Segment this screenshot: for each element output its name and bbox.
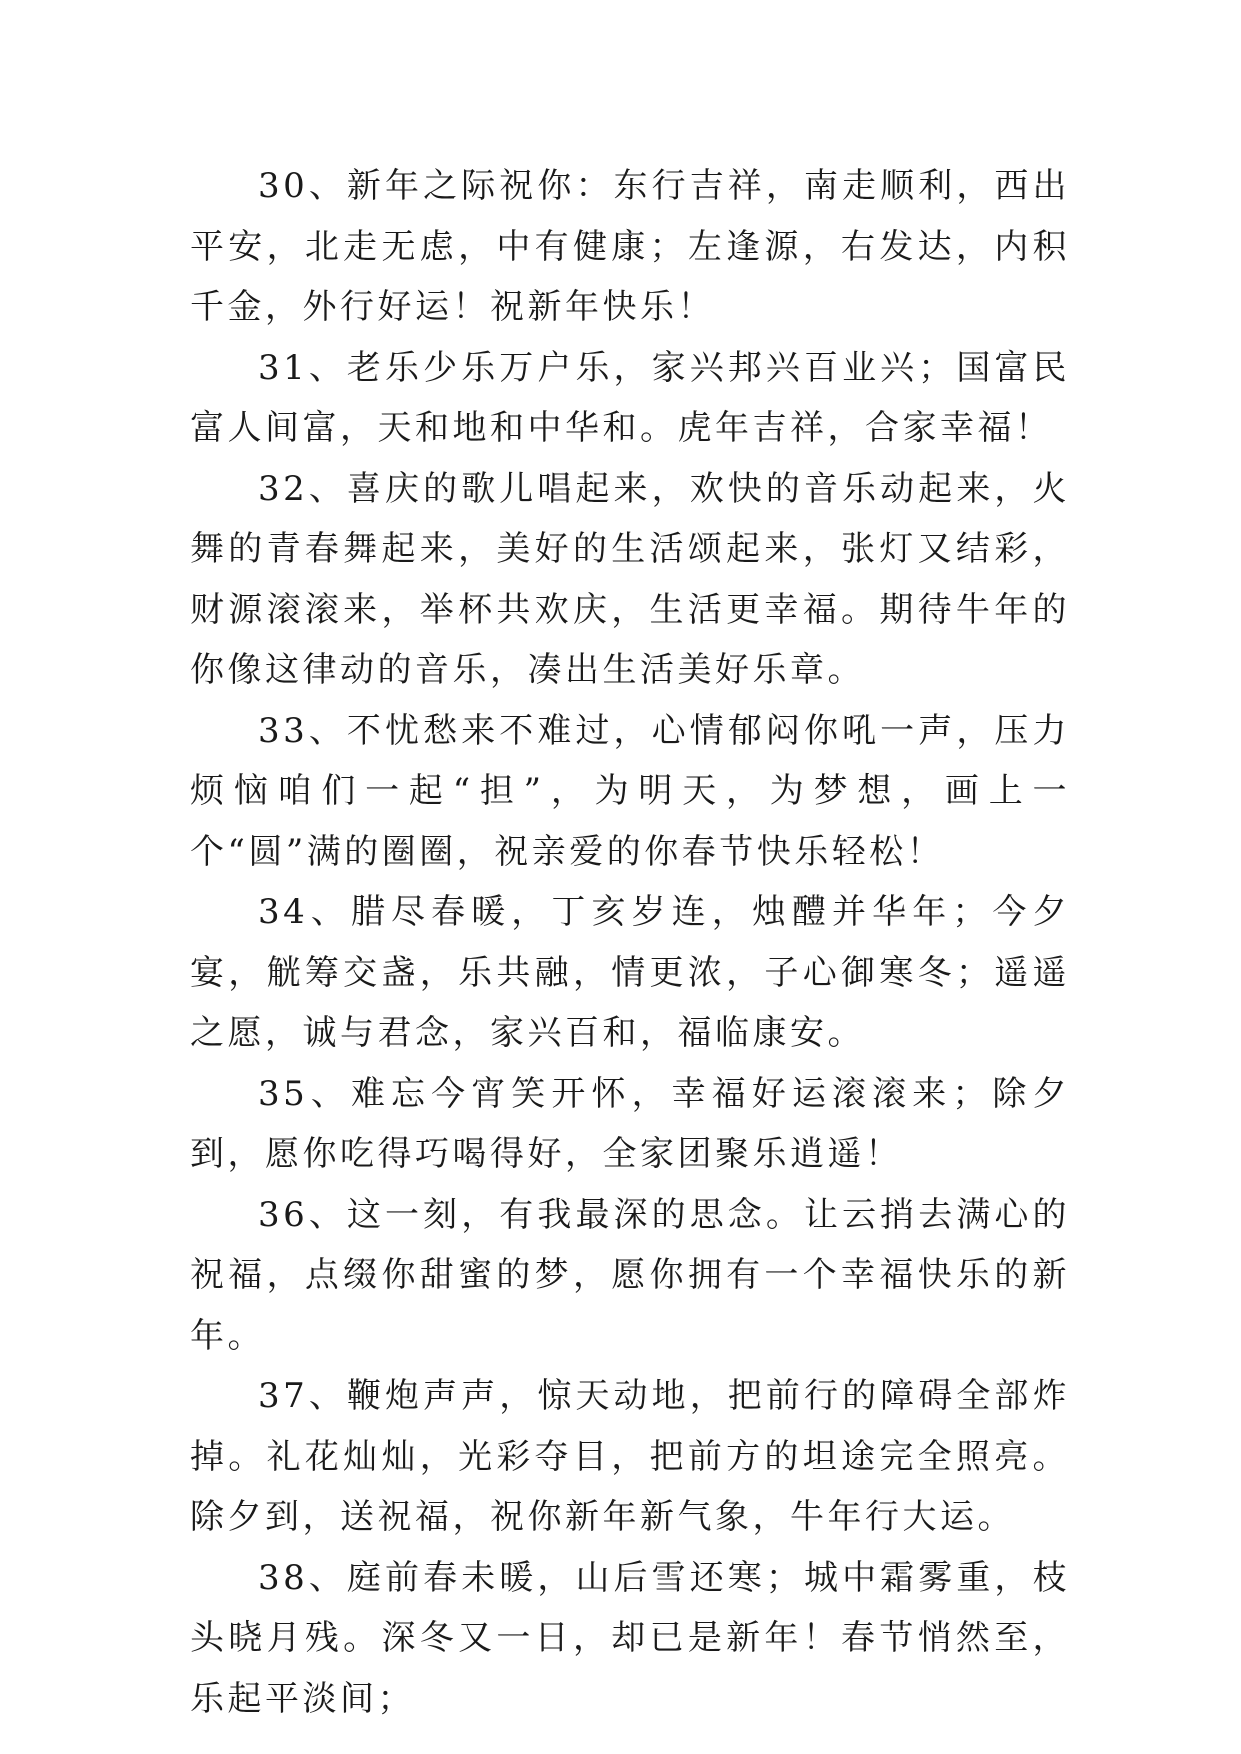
paragraph-31: 31、老乐少乐万户乐，家兴邦兴百业兴；国富民富人间富，天和地和中华和。虎年吉祥，合家幸福！ bbox=[190, 347, 1070, 448]
paragraph-32: 32、喜庆的歌儿唱起来，欢快的音乐动起来，火舞的青春舞起来，美好的生活颂起来，张灯又结彩，财源滚滚来，举杯共欢庆，生活更幸福。期待牛年的你像这律动的音乐，凑出生活美好乐章。 bbox=[190, 468, 1070, 690]
paragraph-36: 36、这一刻，有我最深的思念。让云捎去满心的祝福，点缀你甜蜜的梦，愿你拥有一个幸福快乐的新年。 bbox=[190, 1194, 1070, 1356]
document-body bbox=[190, 156, 1070, 1729]
paragraph-30: 30、新年之际祝你：东行吉祥，南走顺利，西出平安，北走无虑，中有健康；左逢源，右发达，内积千金，外行好运！祝新年快乐！ bbox=[190, 166, 1070, 327]
paragraph-35: 35、难忘今宵笑开怀，幸福好运滚滚来；除夕到，愿你吃得巧喝得好，全家团聚乐逍遥！ bbox=[190, 1073, 1070, 1174]
paragraph-33: 33、不忧愁来不难过，心情郁闷你吼一声，压力烦恼咱们一起“担”，为明天，为梦想，画上一个“圆”满的圈圈，祝亲爱的你春节快乐轻松！ bbox=[190, 710, 1070, 872]
paragraph-37: 37、鞭炮声声，惊天动地，把前行的障碍全部炸掉。礼花灿灿，光彩夺目，把前方的坦途完全照亮。除夕到，送祝福，祝你新年新气象，牛年行大运。 bbox=[190, 1376, 1070, 1537]
paragraph-34: 34、腊尽春暖，丁亥岁连，烛醴并华年；今夕宴，觥筹交盏，乐共融，情更浓，子心御寒冬；遥遥之愿，诚与君念，家兴百和，福临康安。 bbox=[190, 892, 1070, 1053]
paragraph-38: 38、庭前春未暖，山后雪还寒；城中霜雾重，枝头晓月残。深冬又一日，却已是新年！春节悄然至，乐起平淡间； bbox=[190, 1557, 1070, 1719]
